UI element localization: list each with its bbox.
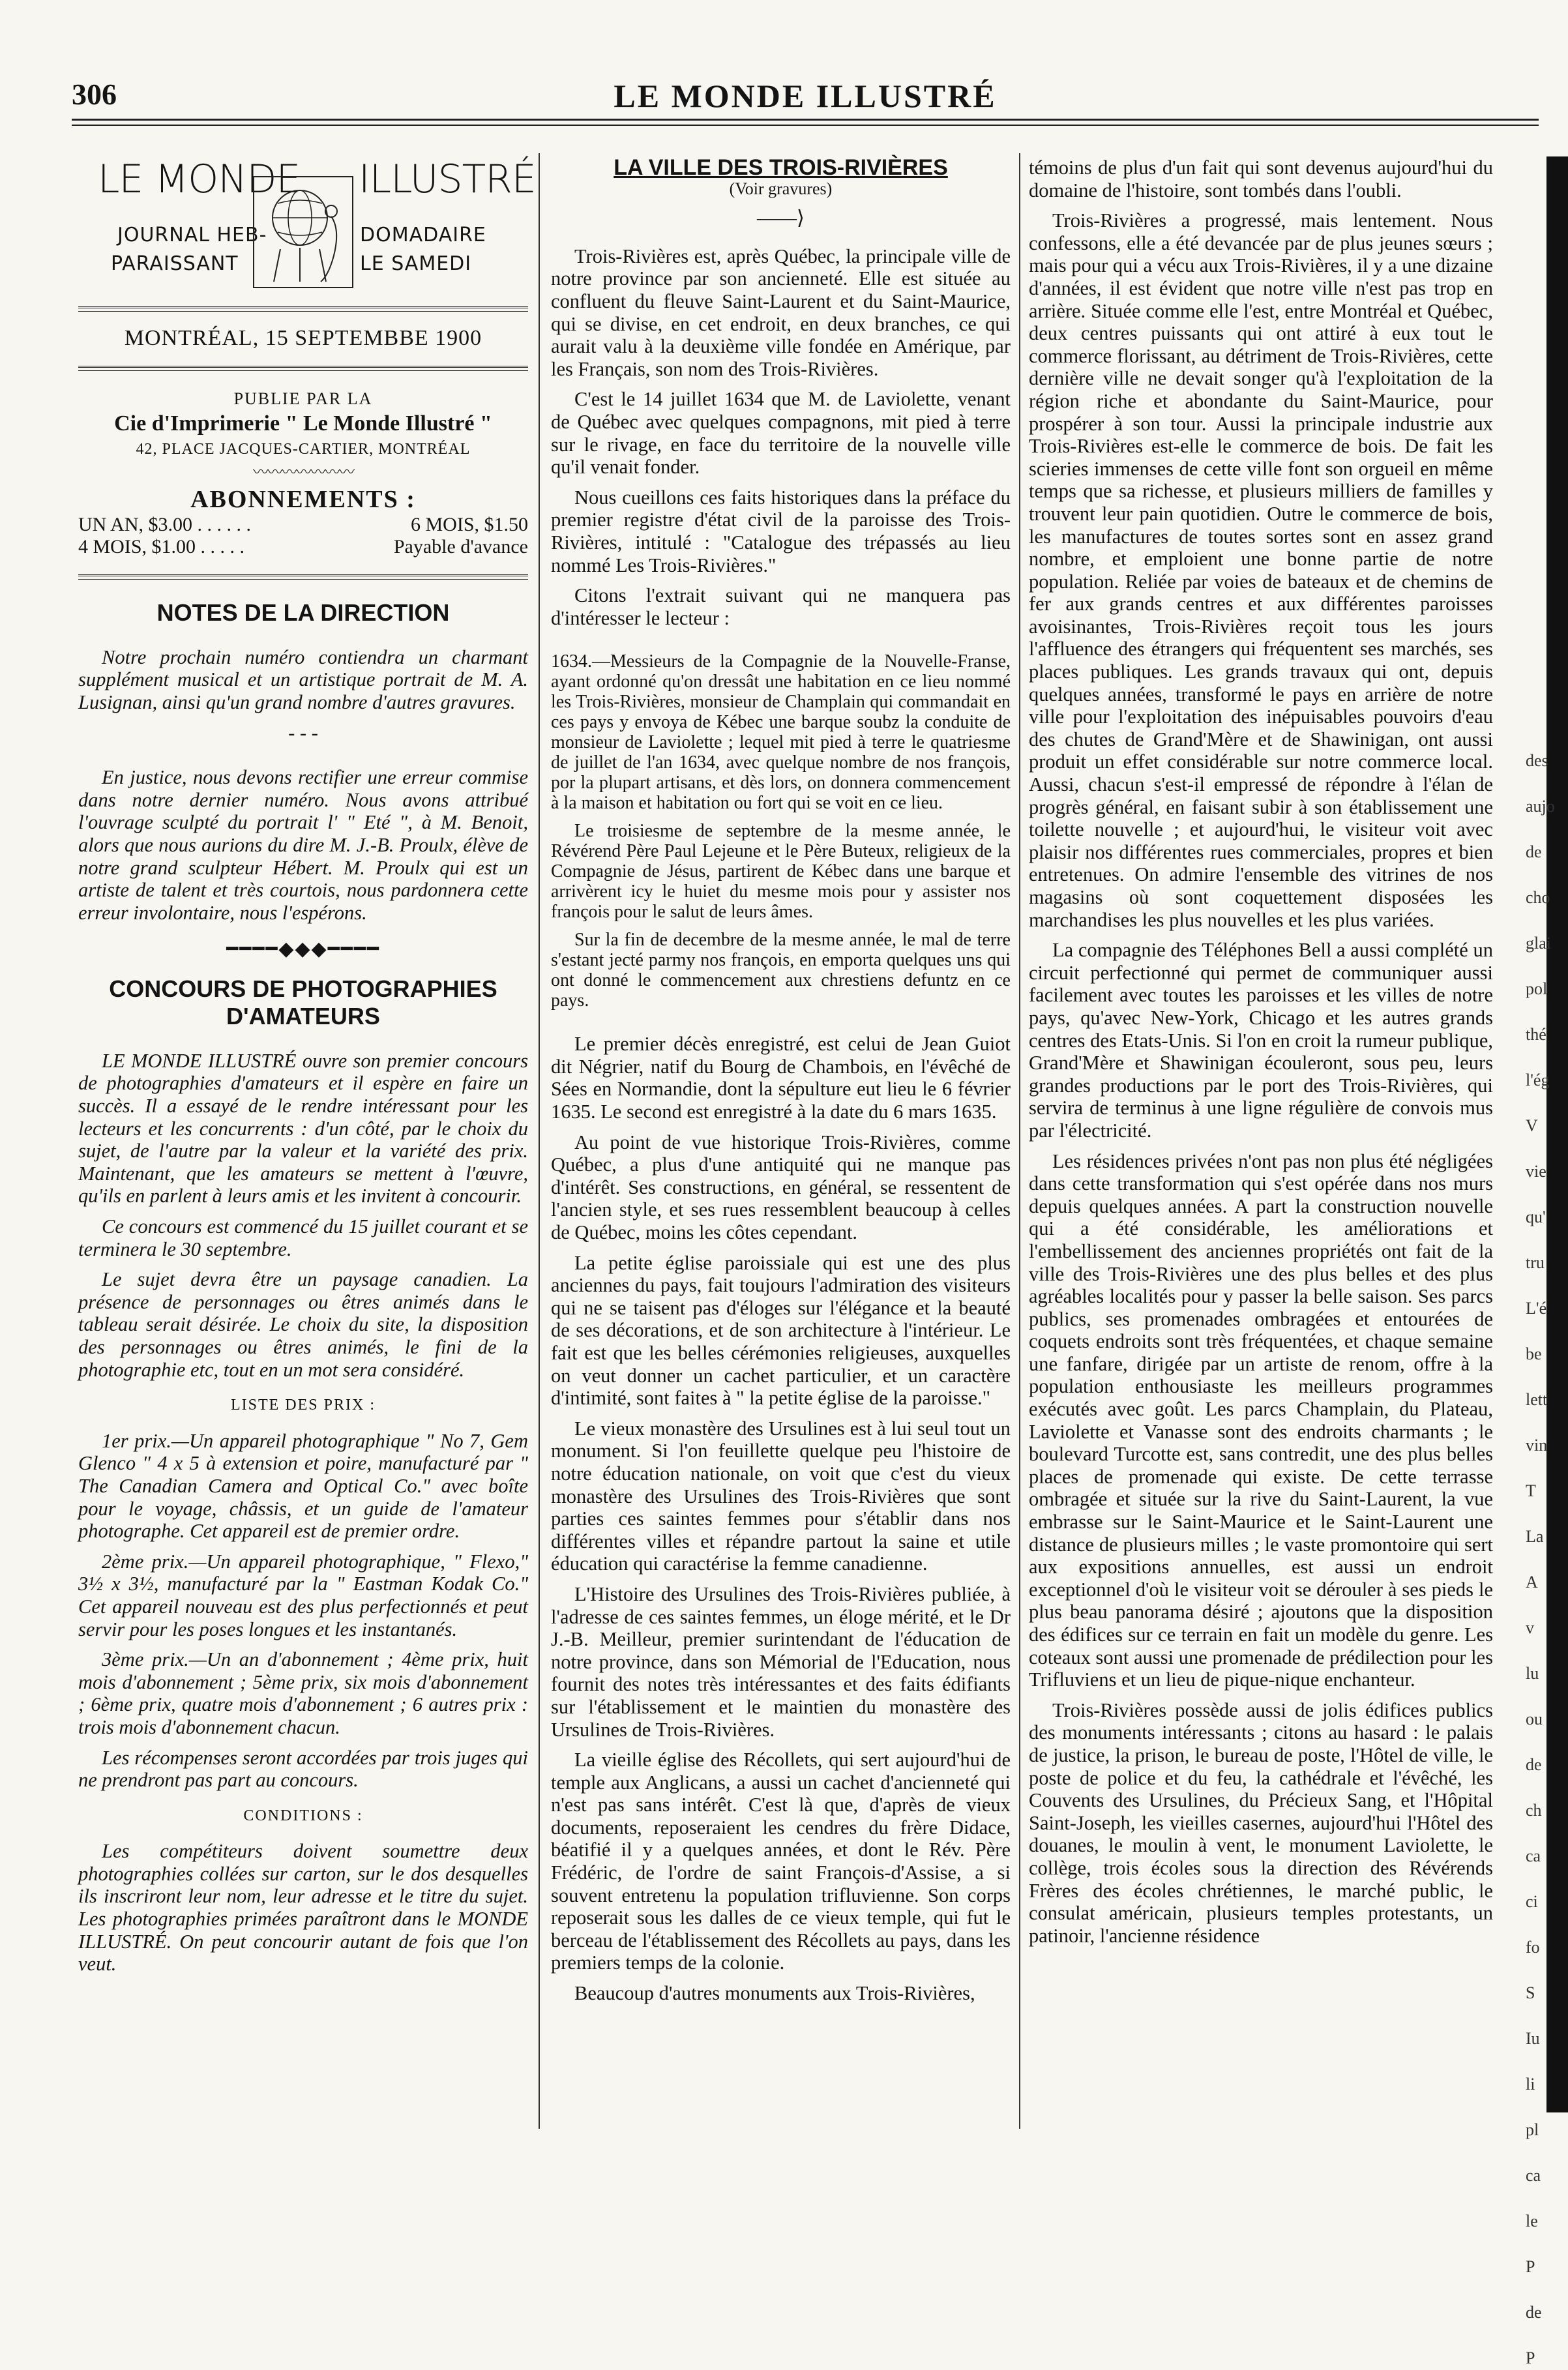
column-left	[78, 156, 536, 1983]
article-col3-paragraph-4: Trois-Rivières possède aussi de jolis édifices publics des monuments intéressants ; citons au hasard : le palais de justice, la prison, le bureau de poste, l'Hôtel de ville, le poste de police et du feu, la cathédrale et l'évêché, les Couvents des Ursulines, du Précieux Sang, et l'Hôpital Saint-Joseph, les vieilles casernes, aujourd'hui l'Hôtel des douanes, le moulin à vent, le monument Laviolette, le collège, trois écoles sous la direction des Révérends Frères des écoles chrétiennes, le marché public, le consulat américain, plusieurs temples protestants, un patinoir, l'ancienne résidence	[1029, 1698, 1493, 1947]
prizes-heading: LISTE DES PRIX :	[230, 1397, 376, 1414]
edge-fragment: L'é	[1526, 1299, 1547, 1318]
section-divider	[78, 574, 528, 580]
article-col3-paragraph-0: témoins de plus d'un fait qui sont devenus aujourd'hui du domaine de l'histoire, sont tombés dans l'oubli.	[1029, 156, 1493, 201]
edge-fragment: qu'	[1526, 1207, 1546, 1226]
notes-paragraph-2: En justice, nous devons rectifier une erreur commise dans notre dernier numéro. Nous avons attribué l'ouvrage sculpté du portrait l' " Eté ", à M. Benoit, alors que nous aurions du dire M. J.-B. Proulx, élève de notre grand sculpteur Hébert. M. Proulx qui est un artiste de talent et très courtois, nous pardonnera cette erreur involontaire, nous l'espérons.	[78, 766, 528, 924]
edge-fragment: ca	[1526, 2166, 1541, 2185]
edge-fragment: le	[1526, 2212, 1538, 2230]
logo-right-line1: DOMADAIRE	[360, 224, 486, 246]
edge-fragment: cho	[1526, 888, 1550, 907]
prize-2: 2ème prix.—Un appareil photographique, " Flexo," 3½ x 3½, manufacturé par la " Eastman Kodak Co." Cet appareil nouveau est des plus perfectionnés et peut servir pour les poses longues et les instantanés.	[78, 1550, 528, 1640]
wavy-ornament: 〰〰〰〰〰〰〰	[253, 464, 353, 482]
column-middle	[551, 156, 1011, 2013]
article-col3-paragraph-1: Trois-Rivières a progressé, mais lentement. Nous confessons, elle a été devancée par de plus jeunes sœurs ; mais pour qui a vécu aux Trois-Rivières, il y a une dizaine d'années, il est évident que notre ville n'est pas trop en arrière. Située comme elle l'est, entre Montréal et Québec, deux centres puissants qui ont attiré à eux tout le commerce florissant, au détriment de Trois-Rivières, cette dernière ville ne devait songer qu'à l'exploitation de la région riche et abondante du Saint-Maurice, pour prospérer à son tour. Aussi la principale industrie aux Trois-Rivières est-elle le commerce de bois. De fait les scieries immenses de cette ville font son orgueil en même temps que sa richesse, et plusieurs milliers de familles y trouvent leur pain quotidien. Outre le commerce de bois, les manufactures de toutes sortes sont en assez grand nombre, et emploient une bonne partie de notre population. Reliée par voies de bateaux et de chemins de fer aux grands centres et aux différentes paroisses avoisinantes, Trois-Rivières reçoit tous les jours l'affluence des étrangers qui fréquentent ses marchés, ses places publiques. Les grands travaux qui ont, depuis quelques années, transformé le pays en arrière de notre ville pour l'exploitation des inépuisables pouvoirs d'eau des chutes de Grand'Mère et de Shawinigan, ont aussi produit un effet considérable sur notre commerce local. Aussi, chacun s'est-il empressé de répondre à l'élan de progrès général, en faisant subir à son établissement une toilette nouvelle ; et aujourd'hui, le visiteur voit avec plaisir nos différentes rues commerciales, propres et bien entretenues. On admire l'ensemble des vitrines de nos magasins où sont coquettement disposées les marchandises les plus nouvelles et les plus variées.	[1029, 209, 1493, 931]
subscription-row-1	[78, 514, 528, 537]
header-rule-thin	[72, 125, 1539, 126]
edge-fragment: glai	[1526, 934, 1551, 953]
dateline: MONTRÉAL, 15 SEPTEMBBE 1900	[124, 326, 482, 350]
contest-paragraph-3: Le sujet devra être un paysage canadien. La présence de personnages ou êtres animés dans le tableau serait désirée. Le choix du site, la disposition des personnages ou êtres animés, le fini de la photographie etc, tout en un mot sera considéré.	[78, 1268, 528, 1381]
ornament-divider: ━━━━◆◆◆━━━━	[226, 938, 380, 960]
publisher-label: PUBLIE PAR LA	[233, 389, 373, 408]
subscriptions-heading: ABONNEMENTS :	[190, 485, 416, 513]
article-paragraph-10: La vieille église des Récollets, qui sert aujourd'hui de temple aux Anglicans, a aussi un cachet d'ancienneté qui n'est pas sans intérêt. C'est là que, d'après de vieux documents, reposeraient les cendres du frère Didace, béatifié il y a quelques années, et dont le Rév. Père Frédéric, de l'ordre de saint François-d'Assise, a si souvent entretenu la population trifluvienne. Son corps reposerait sous les dalles de ce vieux temple, qui fut le berceau de l'établissement des Récollets au pays, dans les premiers temps de la colonie.	[551, 1749, 1011, 1974]
edge-fragment: pl	[1526, 2120, 1539, 2139]
subscription-row-2-right: Payable d'avance	[393, 536, 528, 558]
page-number: 306	[72, 78, 117, 111]
edge-fragment: pol	[1526, 979, 1548, 998]
edge-fragment: be	[1526, 1344, 1542, 1363]
contest-paragraph-2: Ce concours est commencé du 15 juillet courant et se terminera le 30 septembre.	[78, 1215, 528, 1260]
page-header	[72, 77, 1539, 116]
edge-fragment: li	[1526, 2075, 1535, 2094]
edge-fragment: ch	[1526, 1801, 1542, 1820]
edge-fragment: des	[1526, 751, 1548, 770]
prize-1: 1er prix.—Un appareil photographique " No 7, Gem Glenco " 4 x 5 à extension et poire, manufacturé par " The Canadian Camera and Optical Co." avec boîte pour le voyage, châssis, et un guide de l'amateur photographe. Cet appareil est de premier ordre.	[78, 1429, 528, 1543]
edge-fragment: S	[1526, 1983, 1535, 2002]
edge-fragment: v	[1526, 1618, 1534, 1637]
masthead-divider	[78, 306, 528, 312]
column-right	[1029, 156, 1493, 1955]
edge-fragment: vie	[1526, 1162, 1546, 1181]
logo-left-text: LE MONDE	[98, 156, 301, 202]
publisher-address: 42, PLACE JACQUES-CARTIER, MONTRÉAL	[136, 440, 471, 458]
article-paragraph-1: Trois-Rivières est, après Québec, la principale ville de notre province par son ancienneté. Elle est située au confluent du fleuve Saint-Laurent et du Saint-Maurice, qui se divise, en cet endroit, en deux branches, ce qui aurait valu à la deuxième ville fondée en Amérique, par les Français, son nom des Trois-Rivières.	[551, 244, 1011, 380]
article-paragraph-7: La petite église paroissiale qui est une des plus anciennes du pays, fait toujours l'admiration des visiteurs qui ne se taisent pas d'éloges sur l'élégance et la beauté de ses décorations, et de son architecture à l'intérieur. Le fait est que les belles cérémonies religieuses, auxquelles on veut donner un cachet particulier, et un caractère d'intimité, sont faites à " la petite église de la paroisse."	[551, 1251, 1011, 1410]
article-paragraph-9: L'Histoire des Ursulines des Trois-Rivières publiée, à l'adresse de ces saintes femmes, un éloge mérité, et le Dr J.-B. Meilleur, premier surintendant de l'éducation de notre province, dans son Mémorial de l'Education, nous fournit des notes très intéressantes et des faits édifiants sur l'établissement et le maintien du monastère des Ursulines de Trois-Rivières.	[551, 1582, 1011, 1741]
globe-illustration	[253, 176, 353, 288]
edge-fragment: A	[1526, 1573, 1538, 1592]
subscription-row-1-left: UN AN, $3.00 . . . . . .	[78, 513, 252, 535]
conditions-text: Les compétiteurs doivent soumettre deux photographies collées sur carton, sur le dos desquelles ils inscriront leur nom, leur adresse et le titre du sujet. Les photographies primées paraîtront dans le MONDE ILLUSTRÉ. On peut concourir autant de fois que l'on veut.	[78, 1840, 528, 1976]
edge-fragment: P	[1526, 2348, 1535, 2367]
edge-fragment: vin	[1526, 1436, 1548, 1455]
edge-fragment: P	[1526, 2257, 1535, 2276]
article-title: LA VILLE DES TROIS-RIVIÈRES	[614, 155, 948, 180]
edge-fragment: de	[1526, 2303, 1542, 2322]
edge-fragment: l'ég	[1526, 1071, 1550, 1089]
column-rule-2	[1019, 153, 1020, 2129]
subscription-row-1-right: 6 MOIS, $1.50	[410, 513, 528, 535]
edge-fragment: de	[1526, 1755, 1542, 1774]
article-paragraph-6: Au point de vue historique Trois-Rivières, comme Québec, a plus d'une antiquité qui ne manque pas d'intérêt. Ses constructions, en général, se ressentent de l'ancien style, et ses rues ressemblent beaucoup à celles de Québec, moins les côtes cependant.	[551, 1131, 1011, 1244]
logo-right-line2: LE SAMEDI	[360, 252, 472, 275]
article-subtitle: (Voir gravures)	[729, 179, 833, 198]
logo-right-text: ILLUSTRÉ	[359, 156, 536, 202]
contest-paragraph-4: Les récompenses seront accordées par trois juges qui ne prendront pas part au concours.	[78, 1746, 528, 1792]
article-paragraph-8: Le vieux monastère des Ursulines est à lui seul tout un monument. Si l'on feuillette quelque peu l'histoire de notre éducation nationale, on voit que c'est du vieux monastère des Ursulines des Trois-Rivières que sont parties ces saintes femmes pour s'établir dans nos différentes villes et répandre partout la saine et utile éducation qui caractérise la femme canadienne.	[551, 1417, 1011, 1575]
prize-3: 3ème prix.—Un an d'abonnement ; 4ème prix, huit mois d'abonnement ; 5ème prix, six mois d'abonnement ; 6ème prix, quatre mois d'abonnement ; 6 autres prix : trois mois d'abonnement chacun.	[78, 1648, 528, 1738]
quote-paragraph-1: 1634.—Messieurs de la Compagnie de la Nouvelle-Franse, ayant ordonné qu'on dressât une habitation en ce lieu nommé les Trois-Rivières, monsieur de Champlain qui commandait en ces pays y envoya de Kébec une barque soubz la conduite de monsieur de Laviolette ; lequel mit pied à terre le quatriesme de juillet de l'an 1634, avec quelque nombre de nos françois, por la plupart artisans, et dès lors, on donnera commencement à la maison et habitation ou fort qui se voit en ce lieu.	[551, 651, 1011, 814]
facing-page-fragments	[1526, 150, 1568, 2367]
article-paragraph-3: Nous cueillons ces faits historiques dans la préface du premier registre d'état civil de la paroisse des Trois-Rivières, intitulé : "Catalogue des trépassés au lieu nommé Les Trois-Rivières."	[551, 486, 1011, 576]
notes-paragraph-1: Notre prochain numéro contiendra un charmant supplément musical et un artistique portrait de M. A. Lusignan, ainsi qu'un grand nombre d'autres gravures.	[78, 645, 528, 713]
article-paragraph-2: C'est le 14 juillet 1634 que M. de Laviolette, venant de Québec avec quelques compagnons, mit pied à terre sur le rivage, en face du territoire de la nouvelle ville qu'il venait fonder.	[551, 388, 1011, 479]
edge-fragment: lu	[1526, 1664, 1539, 1683]
logo-left-line1: JOURNAL HEB-	[117, 224, 267, 246]
edge-fragment: T	[1526, 1481, 1536, 1500]
column-rule-1	[539, 153, 540, 2129]
conditions-heading: CONDITIONS :	[243, 1807, 363, 1824]
logo-left-line2: PARAISSANT	[111, 252, 239, 275]
article-dash-ornament: ——⟩	[757, 207, 805, 230]
contest-heading: CONCOURS DE PHOTOGRAPHIES D'AMATEURS	[109, 975, 497, 1029]
article-col3-paragraph-2: La compagnie des Téléphones Bell a aussi complété un circuit perfectionné qui permet de communiquer aussi facilement avec toutes les paroisses et les villes de notre pays, qu'avec New-York, Chicago et les autres grands centres des Etats-Unis. Si l'on en croit la rumeur publique, Grand'Mère et Shawinigan écouleront, sous peu, leurs grandes productions par le port des Trois-Rivières, qui servira de terminus à une ligne régulière de convois mus par l'électricité.	[1029, 939, 1493, 1142]
article-paragraph-5: Le premier décès enregistré, est celui de Jean Guiot dit Négrier, natif du Bourg de Chambois, en l'évêché de Sées en Normandie, dont la sépulture eut lieu le 6 février 1635. Le second est enregistré à la date du 6 mars 1635.	[551, 1033, 1011, 1123]
notes-heading: NOTES DE LA DIRECTION	[156, 599, 450, 626]
edge-fragment: La	[1526, 1527, 1544, 1546]
notes-separator: - - -	[288, 721, 318, 744]
subscription-row-2	[78, 536, 528, 559]
masthead-logo	[78, 156, 536, 292]
publisher-name: Cie d'Imprimerie " Le Monde Illustré "	[114, 411, 492, 436]
quote-paragraph-3: Sur la fin de decembre de la mesme année, le mal de terre s'estant jecté parmy nos françois, en emporta quelques uns qui ont donné le commencement aux chrestiens defuntz en ce pays.	[551, 930, 1011, 1011]
edge-fragment: ci	[1526, 1892, 1538, 1911]
subscription-row-2-left: 4 MOIS, $1.00 . . . . .	[78, 536, 245, 558]
edge-fragment: aujo	[1526, 797, 1555, 816]
edge-fragment: fo	[1526, 1938, 1540, 1957]
edge-fragment: ca	[1526, 1846, 1541, 1865]
contest-paragraph-1: LE MONDE ILLUSTRÉ ouvre son premier concours de photographies d'amateurs et il espère en faire un succès. Il a essayé de le rendre intéressant pour les lecteurs et les concurrents : d'un côté, par le choix du sujet, de l'autre par la valeur et la variété des prix. Maintenant, que les amateurs se mettent à l'œuvre, qu'ils en parlent à leurs amis et les invitent à concourir.	[78, 1049, 528, 1207]
newspaper-title: LE MONDE ILLUSTRÉ	[614, 78, 997, 114]
edge-fragment: de	[1526, 842, 1542, 861]
edge-fragment: Iu	[1526, 2029, 1540, 2048]
edge-fragment: V	[1526, 1116, 1538, 1135]
quote-paragraph-2: Le troisiesme de septembre de la mesme année, le Révérend Père Paul Lejeune et le Père Buteux, religieux de la Compagnie de Jésus, partirent de Kébec dans une barque et arrivèrent icy le huiet du mesme mois pour y assister nos françois pour le salut de leurs âmes.	[551, 821, 1011, 923]
edge-fragment: ou	[1526, 1710, 1543, 1728]
article-col3-paragraph-3: Les résidences privées n'ont pas non plus été négligées dans cette transformation qui s'est opérée dans nos murs depuis quelques années. A part la construction nouvelle qui a été considérable, les améliorations et l'embellissement des anciennes propriétés ont fait de la ville des Trois-Rivières une des plus belles et des plus agréables localités pour y passer la belle saison. Ses parcs publics, ses promenades ombragées et entourées de coquets endroits sont très fréquentées, et chaque semaine une fanfare, dirigée par un artiste de renom, offre à la population enthousiaste les meilleurs programmes exécutés avec goût. Les parcs Champlain, du Plateau, Laviolette et Vanasse sont des endroits charmants ; le boulevard Turcotte est, sans contredit, une des plus belles places de promenade qui existe. De cette terrasse ombragée et située sur la rive du Saint-Laurent, la vue embrasse sur le Saint-Maurice et le Saint-Laurent une distance de plusieurs milles ; le vaste promontoire qui sert aux expositions annuelles, est aussi un endroit exceptionnel d'où le visiteur voit se dérouler à ses pieds le plus beau panorama désiré ; ajoutons que la disposition des édifices sur ce terrain en fait un modèle du genre. Les coteaux sont aussi une promenade de prédilection pour les Trifluviens et un lieu de pique-nique enchanteur.	[1029, 1149, 1493, 1691]
article-paragraph-4: Citons l'extrait suivant qui ne manquera pas d'intéresser le lecteur :	[551, 584, 1011, 629]
dateline-divider	[78, 366, 528, 371]
header-rule	[72, 119, 1539, 121]
edge-fragment: thé	[1526, 1025, 1546, 1044]
edge-fragment: lett	[1526, 1390, 1548, 1409]
edge-fragment: tru	[1526, 1253, 1545, 1272]
article-paragraph-11: Beaucoup d'autres monuments aux Trois-Rivières,	[574, 1982, 975, 2005]
